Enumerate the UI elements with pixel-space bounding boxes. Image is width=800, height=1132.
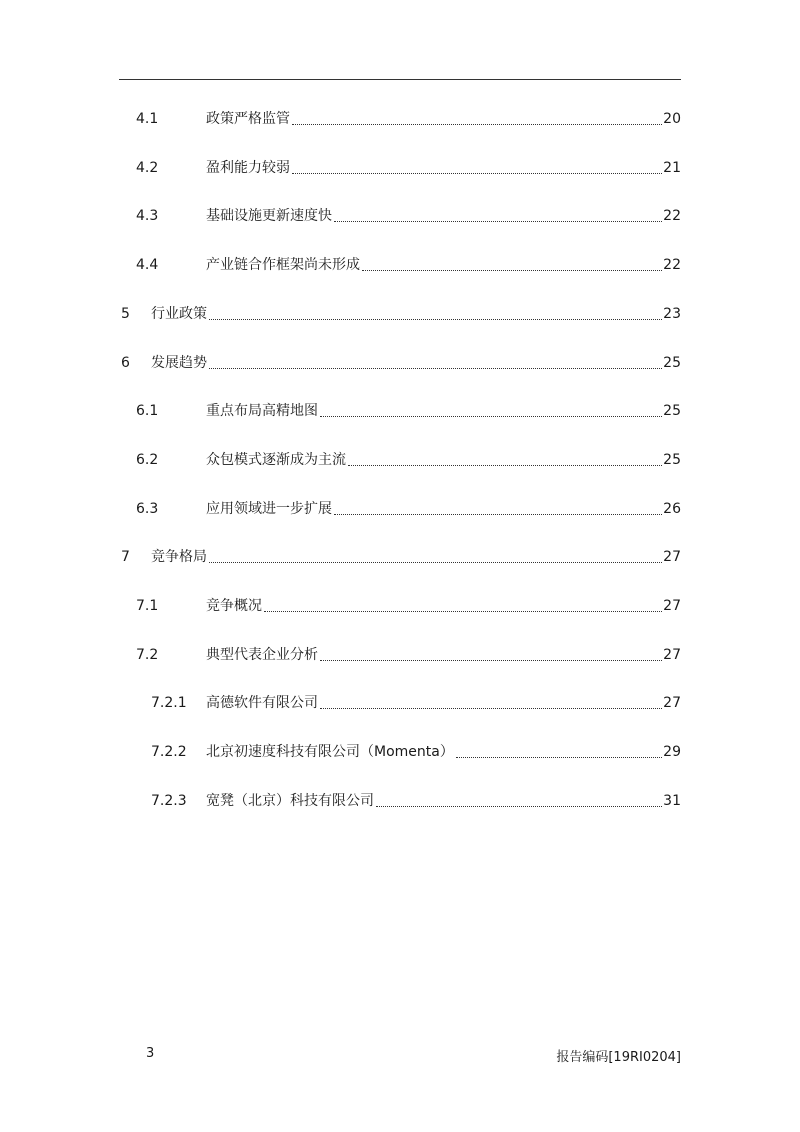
toc-page: 20 — [663, 111, 681, 127]
toc-number: 6.1 — [136, 403, 159, 419]
toc-page: 27 — [663, 647, 681, 663]
toc-leader — [362, 269, 662, 271]
toc-number: 7 — [121, 549, 130, 565]
toc-entry-7[interactable] — [121, 545, 681, 567]
toc-number: 7.2.2 — [151, 744, 187, 760]
toc-number: 6 — [121, 355, 130, 371]
toc-entry-7-2[interactable] — [136, 643, 681, 665]
toc-number: 4.1 — [136, 111, 159, 127]
toc-page: 25 — [663, 452, 681, 468]
toc-title: 典型代表企业分析 — [206, 647, 318, 663]
toc-leader — [264, 610, 662, 612]
toc-entry-4-3[interactable] — [136, 204, 681, 226]
toc-page: 26 — [663, 501, 681, 517]
toc-entry-6[interactable] — [121, 351, 681, 373]
toc-entry-4-4[interactable] — [136, 253, 681, 275]
toc-leader — [376, 805, 662, 807]
toc-leader — [320, 659, 662, 661]
toc-entry-7-2-1[interactable] — [151, 691, 681, 713]
toc-title: 行业政策 — [151, 306, 207, 322]
toc-page: 27 — [663, 549, 681, 565]
toc-number: 4.2 — [136, 160, 159, 176]
toc-entry-7-2-3[interactable] — [151, 789, 681, 811]
toc-leader — [334, 220, 662, 222]
toc-entry-6-1[interactable] — [136, 399, 681, 421]
toc-leader — [209, 367, 662, 369]
toc-title: 北京初速度科技有限公司（Momenta） — [206, 744, 454, 760]
toc-title: 宽凳（北京）科技有限公司 — [206, 793, 374, 809]
toc-number: 7.2.1 — [151, 695, 187, 711]
toc-leader — [348, 464, 662, 466]
footer-page-number: 3 — [146, 1046, 155, 1061]
toc-leader — [320, 707, 662, 709]
toc-page: 21 — [663, 160, 681, 176]
toc-title: 众包模式逐渐成为主流 — [206, 452, 346, 468]
toc-number: 5 — [121, 306, 130, 322]
toc-leader — [292, 172, 662, 174]
toc-page: 27 — [663, 598, 681, 614]
toc-leader — [334, 513, 662, 515]
toc-title: 高德软件有限公司 — [206, 695, 318, 711]
toc-leader — [320, 415, 662, 417]
toc-page: 22 — [663, 208, 681, 224]
toc-number: 7.2 — [136, 647, 159, 663]
header-rule — [119, 79, 681, 80]
toc-entry-7-2-2[interactable] — [151, 740, 681, 762]
toc-entry-7-1[interactable] — [136, 594, 681, 616]
toc-page: 23 — [663, 306, 681, 322]
toc-entry-5[interactable] — [121, 302, 681, 324]
toc-title: 竞争格局 — [151, 549, 207, 565]
toc-leader — [456, 756, 662, 758]
toc-number: 7.1 — [136, 598, 159, 614]
toc-title: 基础设施更新速度快 — [206, 208, 332, 224]
toc-number: 6.2 — [136, 452, 159, 468]
toc-number: 7.2.3 — [151, 793, 187, 809]
toc-page: 31 — [663, 793, 681, 809]
toc-entry-4-2[interactable] — [136, 156, 681, 178]
toc-leader — [292, 123, 662, 125]
toc-page: 25 — [663, 403, 681, 419]
toc-leader — [209, 318, 662, 320]
toc-entry-6-2[interactable] — [136, 448, 681, 470]
toc-title: 产业链合作框架尚未形成 — [206, 257, 360, 273]
toc-number: 4.4 — [136, 257, 159, 273]
toc-title: 发展趋势 — [151, 355, 207, 371]
toc-title: 盈利能力较弱 — [206, 160, 290, 176]
toc-number: 4.3 — [136, 208, 159, 224]
toc-leader — [209, 561, 662, 563]
footer-report-code: 报告编码[19RI0204] — [556, 1050, 681, 1065]
toc-page: 25 — [663, 355, 681, 371]
toc-page: 27 — [663, 695, 681, 711]
toc-number: 6.3 — [136, 501, 159, 517]
toc-title: 竞争概况 — [206, 598, 262, 614]
toc-title: 政策严格监管 — [206, 111, 290, 127]
toc-entry-6-3[interactable] — [136, 497, 681, 519]
toc-page: 29 — [663, 744, 681, 760]
toc-entry-4-1[interactable] — [136, 107, 681, 129]
toc-title: 应用领域进一步扩展 — [206, 501, 332, 517]
toc-title: 重点布局高精地图 — [206, 403, 318, 419]
toc-page: 22 — [663, 257, 681, 273]
